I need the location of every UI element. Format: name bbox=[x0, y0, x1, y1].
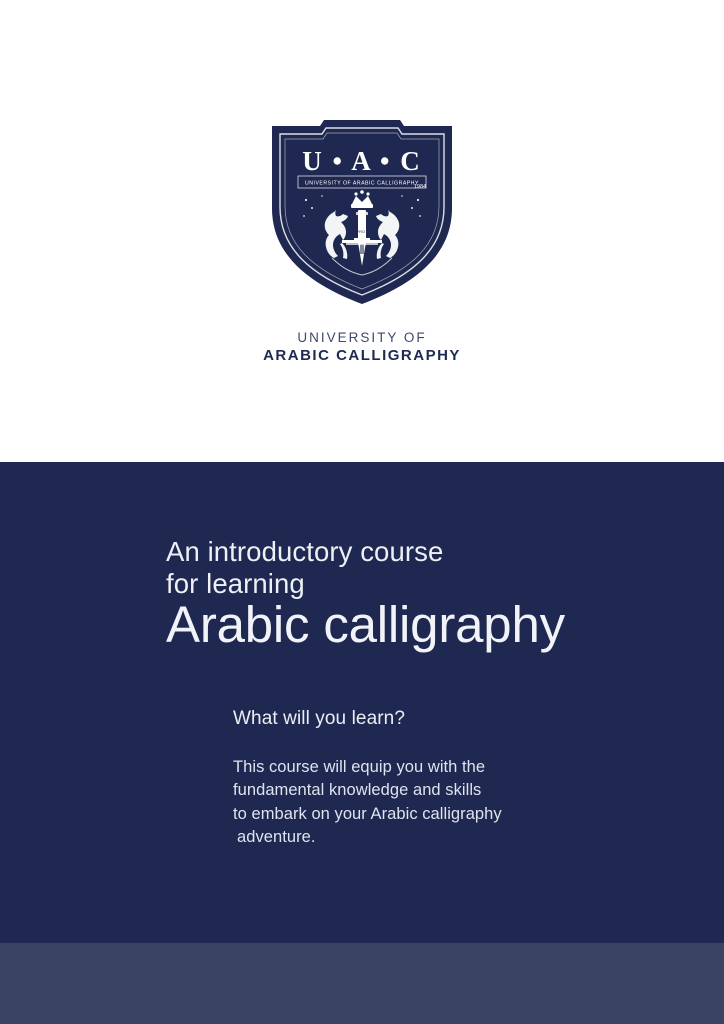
footer-band bbox=[0, 943, 724, 1024]
hero-subhead: What will you learn? bbox=[233, 708, 406, 729]
hero-eyebrow bbox=[166, 536, 443, 600]
wordmark-line-1: UNIVERSITY OF bbox=[297, 330, 427, 345]
hero-eyebrow-line-2: for learning bbox=[166, 568, 305, 600]
hero-body-line-3: to embark on your Arabic calligraphy bbox=[233, 804, 502, 823]
hero-body bbox=[233, 756, 502, 850]
svg-text:U • A • C: U • A • C bbox=[302, 146, 422, 176]
wordmark-line-2: ARABIC CALLIGRAPHY bbox=[263, 347, 461, 364]
svg-text:PRO I: PRO I bbox=[356, 229, 368, 234]
hero-body-line-2: fundamental knowledge and skills bbox=[233, 781, 482, 800]
svg-text:1984: 1984 bbox=[413, 184, 427, 190]
svg-text:UNIVERSITY OF ARABIC CALLIGRAP: UNIVERSITY OF ARABIC CALLIGRAPHY bbox=[305, 180, 419, 187]
hero-title: Arabic calligraphy bbox=[166, 596, 565, 653]
university-crest-icon bbox=[262, 112, 462, 310]
hero-section bbox=[0, 462, 724, 943]
hero-body-line-4: adventure. bbox=[237, 828, 316, 847]
hero-body-line-1: This course will equip you with the bbox=[233, 758, 486, 776]
logo-section bbox=[0, 0, 724, 462]
wordmark bbox=[263, 330, 461, 364]
hero-eyebrow-line-1: An introductory course bbox=[166, 536, 444, 567]
